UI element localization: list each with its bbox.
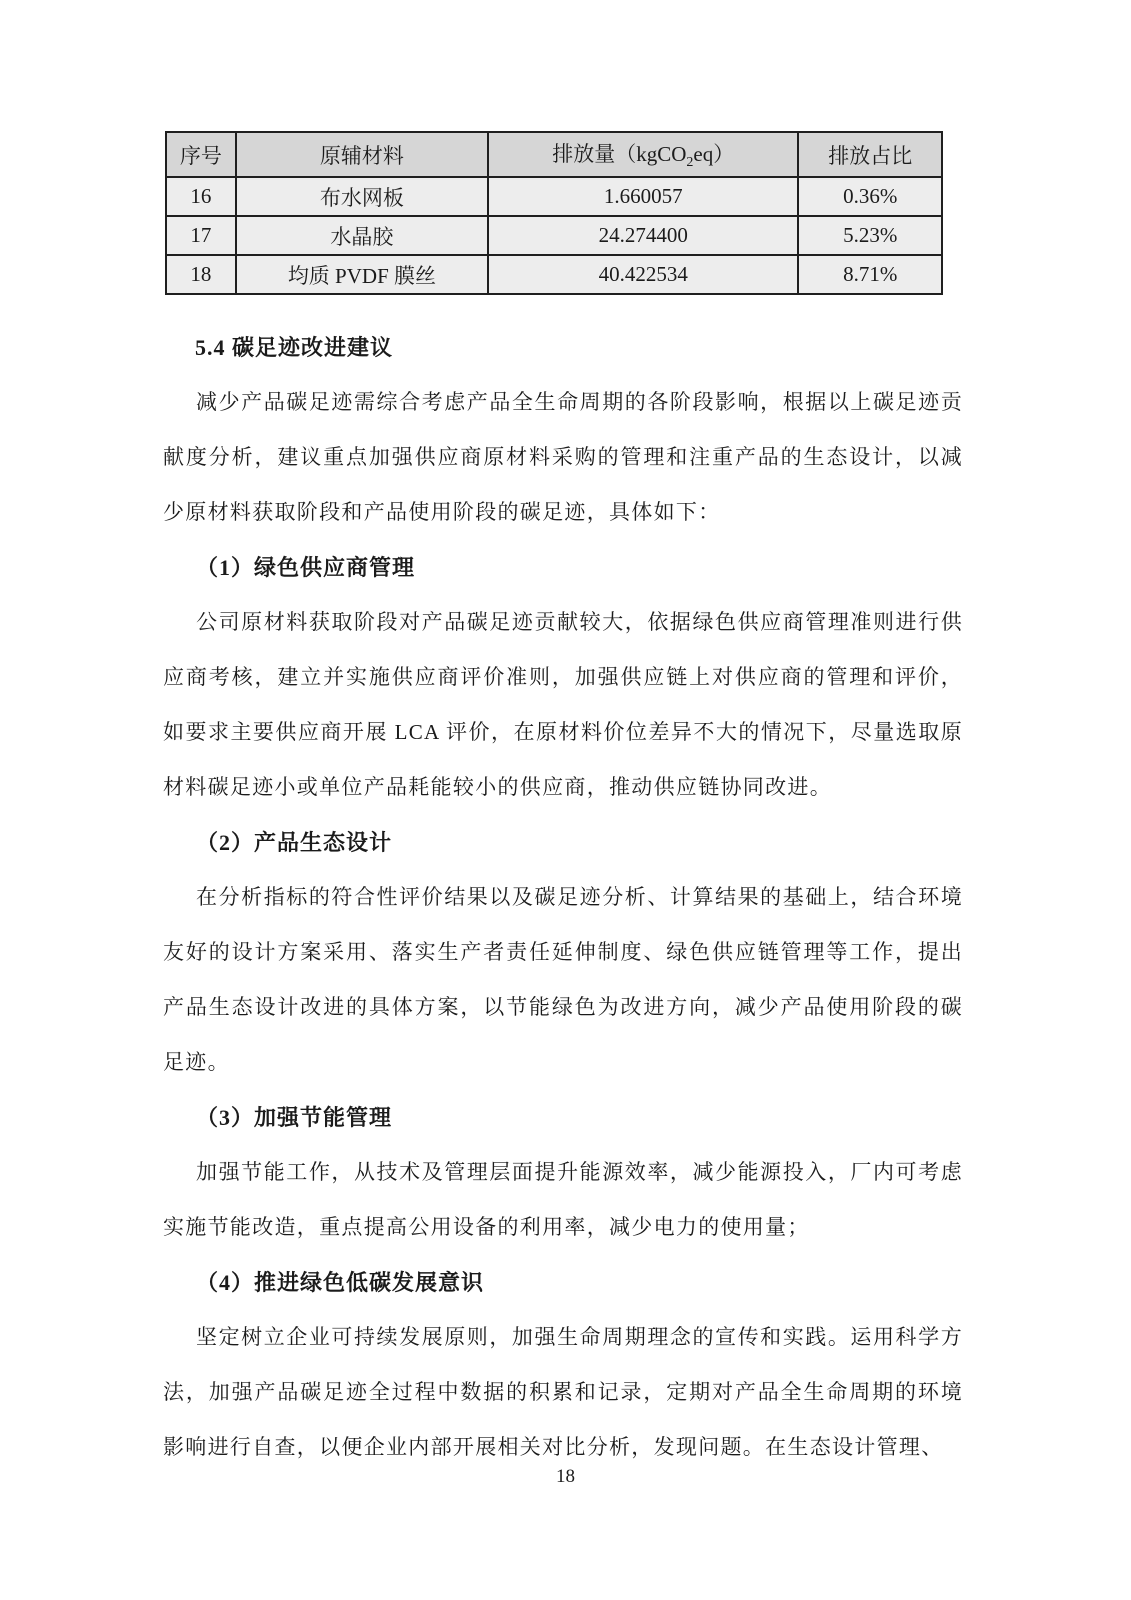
- cell-share: 8.71%: [798, 255, 942, 294]
- header-emission-suffix: eq）: [693, 141, 735, 166]
- subsection-title-1: （1）绿色供应商管理: [196, 555, 416, 580]
- page-content: [163, 131, 963, 1475]
- section-intro-paragraph: 减少产品碳足迹需综合考虑产品全生命周期的各阶段影响，根据以上碳足迹贡献度分析，建议重点加强供应商原材料采购的管理和注重产品的生态设计，以减少原材料获取阶段和产品使用阶段的碳足迹，具体如下：: [163, 390, 963, 524]
- subsection-title-2: （2）产品生态设计: [196, 830, 393, 855]
- header-emission-subscript: 2: [686, 155, 694, 171]
- cell-share: 5.23%: [798, 216, 942, 255]
- cell-share: 0.36%: [798, 177, 942, 216]
- header-emission: [488, 132, 798, 177]
- cell-material: 布水网板: [236, 177, 488, 216]
- table-header-row: [166, 132, 942, 177]
- cell-emission: 40.422534: [488, 255, 798, 294]
- subsection-body-2: 在分析指标的符合性评价结果以及碳足迹分析、计算结果的基础上，结合环境友好的设计方案采用、落实生产者责任延伸制度、绿色供应链管理等工作，提出产品生态设计改进的具体方案，以节能绿色为改进方向，减少产品使用阶段的碳足迹。: [163, 885, 963, 1074]
- cell-seq: 18: [166, 255, 236, 294]
- subsection-title-3: （3）加强节能管理: [196, 1105, 393, 1130]
- header-material: 原辅材料: [236, 132, 488, 177]
- cell-material: 水晶胶: [236, 216, 488, 255]
- subsection-body-1: 公司原材料获取阶段对产品碳足迹贡献较大，依据绿色供应商管理准则进行供应商考核，建立并实施供应商评价准则，加强供应链上对供应商的管理和评价，如要求主要供应商开展 LCA 评价，在原材料价位差异不大的情况下，尽量选取原材料碳足迹小或单位产品耗能较小的供应商，推动供应链协同改进。: [163, 610, 963, 799]
- subsection-body-3: 加强节能工作，从技术及管理层面提升能源效率，减少能源投入，厂内可考虑实施节能改造，重点提高公用设备的利用率，减少电力的使用量；: [163, 1160, 963, 1239]
- section-heading: 5.4 碳足迹改进建议: [195, 335, 394, 360]
- cell-seq: 17: [166, 216, 236, 255]
- table-row: [166, 177, 942, 216]
- cell-seq: 16: [166, 177, 236, 216]
- cell-emission: 24.274400: [488, 216, 798, 255]
- table-row: [166, 255, 942, 294]
- subsection-body-4: 坚定树立企业可持续发展原则，加强生命周期理念的宣传和实践。运用科学方法，加强产品碳足迹全过程中数据的积累和记录，定期对产品全生命周期的环境影响进行自查，以便企业内部开展相关对比分析，发现问题。在生态设计管理、: [163, 1325, 963, 1459]
- cell-material: 均质 PVDF 膜丝: [236, 255, 488, 294]
- header-seq: 序号: [166, 132, 236, 177]
- cell-emission: 1.660057: [488, 177, 798, 216]
- header-share: 排放占比: [798, 132, 942, 177]
- emissions-table: [165, 131, 943, 295]
- header-emission-prefix: 排放量（kgCO: [552, 141, 687, 166]
- subsection-title-4: （4）推进绿色低碳发展意识: [196, 1270, 485, 1295]
- page-number: 18: [556, 1466, 575, 1487]
- table-row: [166, 216, 942, 255]
